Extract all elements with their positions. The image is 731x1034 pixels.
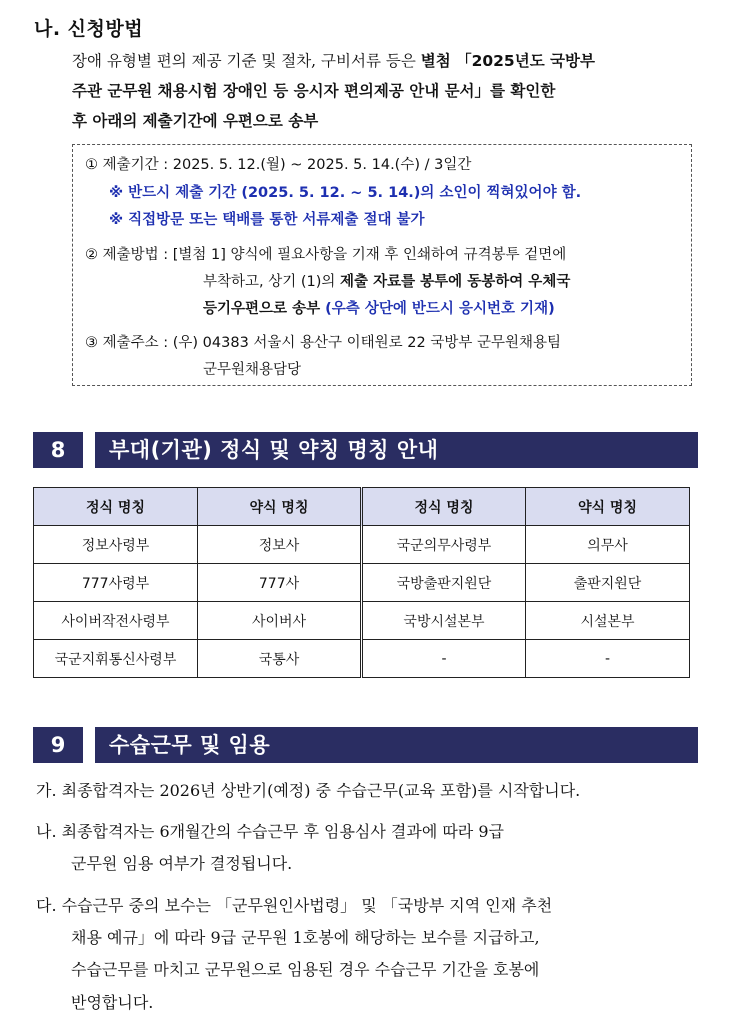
section-heading-na: 나. 신청방법 — [34, 18, 144, 40]
method-blue-note: (우측 상단에 반드시 응시번호 기재) — [325, 301, 555, 317]
table-row — [34, 602, 690, 640]
table-cell: 정보사 — [198, 526, 362, 564]
header-official-name: 정식 명칭 — [362, 488, 526, 526]
table-cell: - — [526, 640, 690, 678]
table-cell: - — [362, 640, 526, 678]
method-bold-text: 제출 자료를 봉투에 동봉하여 우체국 — [340, 274, 571, 290]
table-cell: 의무사 — [526, 526, 690, 564]
submission-period-note-2: ※ 직접방문 또는 택배를 통한 서류제출 절대 불가 — [109, 212, 425, 228]
table-row — [34, 526, 690, 564]
section-9-number: 9 — [33, 727, 83, 763]
submission-method-line-3 — [203, 297, 555, 318]
section-9-title: 수습근무 및 임용 — [95, 727, 698, 763]
table-cell: 777사령부 — [34, 564, 198, 602]
method-text: 부착하고, 상기 (1)의 — [203, 274, 341, 290]
intro-line-2: 주관 군무원 채용시험 장애인 등 응시자 편의제공 안내 문서」를 확인한 — [72, 82, 556, 100]
table-row — [34, 640, 690, 678]
submission-address-line-1: ③ 제출주소 : (우) 04383 서울시 용산구 이태원로 22 국방부 군무원채용팀 — [85, 335, 562, 351]
item-da-line-2: 채용 예규」에 따라 9급 군무원 1호봉에 해당하는 보수를 지급하고, — [71, 928, 540, 947]
table-row — [34, 564, 690, 602]
section-8-number: 8 — [33, 432, 83, 468]
item-da-line-1: 다. 수습근무 중의 보수는 「군무원인사법령」 및 「국방부 지역 인재 추천 — [36, 896, 553, 915]
table-cell: 777사 — [198, 564, 362, 602]
item-na-line-1: 나. 최종합격자는 6개월간의 수습근무 후 임용심사 결과에 따라 9급 — [36, 822, 504, 841]
submission-method-line-2 — [203, 270, 570, 291]
section-8-title: 부대(기관) 정식 및 약칭 명칭 안내 — [95, 432, 698, 468]
submission-info-box — [72, 144, 692, 386]
intro-line-1 — [72, 46, 694, 76]
table-cell: 국군지휘통신사령부 — [34, 640, 198, 678]
submission-period-note-1: ※ 반드시 제출 기간 (2025. 5. 12. ~ 5. 14.)의 소인이 찍혀있어야 함. — [109, 185, 582, 201]
table-cell: 국방시설본부 — [362, 602, 526, 640]
table-cell: 국통사 — [198, 640, 362, 678]
table-cell: 국군의무사령부 — [362, 526, 526, 564]
intro-text: 장애 유형별 편의 제공 기준 및 절차, 구비서류 등은 — [72, 52, 421, 70]
table-cell: 정보사령부 — [34, 526, 198, 564]
table-header-row — [34, 488, 690, 526]
header-short-name: 약식 명칭 — [526, 488, 690, 526]
item-da-line-3: 수습근무를 마치고 군무원으로 임용된 경우 수습근무 기간을 호봉에 — [71, 960, 540, 979]
intro-bold-text: 별첨 「2025년도 국방부 — [420, 52, 595, 70]
table-cell: 출판지원단 — [526, 564, 690, 602]
header-short-name: 약식 명칭 — [198, 488, 362, 526]
header-official-name: 정식 명칭 — [34, 488, 198, 526]
table-cell: 국방출판지원단 — [362, 564, 526, 602]
table-cell: 사이버작전사령부 — [34, 602, 198, 640]
submission-address-line-2: 군무원채용담당 — [203, 362, 302, 378]
item-ga: 가. 최종합격자는 2026년 상반기(예정) 중 수습근무(교육 포함)를 시작합니다. — [36, 781, 581, 800]
table-cell: 시설본부 — [526, 602, 690, 640]
submission-method-line-1: ② 제출방법 : [별첨 1] 양식에 필요사항을 기재 후 인쇄하여 규격봉투 겉면에 — [85, 247, 567, 263]
item-da-line-4: 반영합니다. — [71, 993, 154, 1012]
item-na-line-2: 군무원 임용 여부가 결정됩니다. — [71, 854, 293, 873]
method-bold-text-2: 등기우편으로 송부 — [203, 301, 326, 317]
submission-period: ① 제출기간 : 2025. 5. 12.(월) ~ 2025. 5. 14.(수) / 3일간 — [85, 157, 472, 173]
table-cell: 사이버사 — [198, 602, 362, 640]
intro-line-3: 후 아래의 제출기간에 우편으로 송부 — [72, 112, 319, 130]
unit-names-table — [33, 487, 690, 678]
